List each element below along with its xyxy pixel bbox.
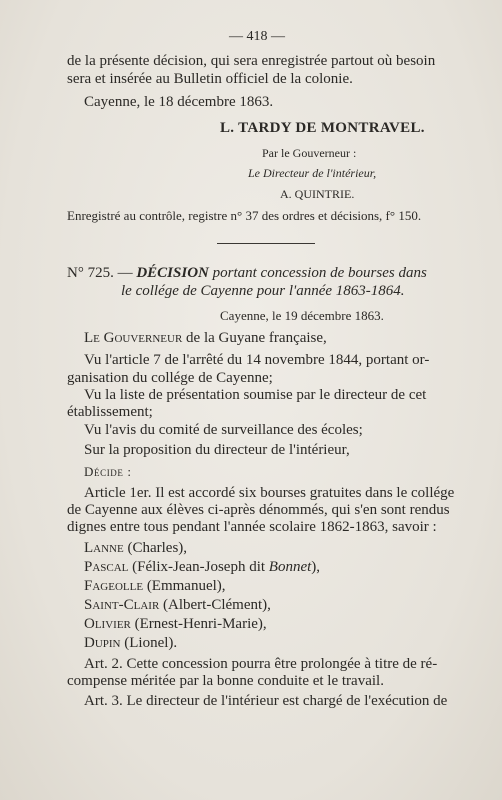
article-1-line: dignes entre tous pendant l'année scolaire 1862-1863, savoir : bbox=[67, 519, 437, 535]
issuer-rest: de la Guyane française, bbox=[186, 330, 327, 346]
student-surname: Lanne bbox=[84, 540, 124, 556]
student-entry bbox=[84, 617, 267, 632]
article-1-line bbox=[84, 486, 454, 501]
paragraph-line: sera et insérée au Bulletin officiel de la colonie. bbox=[67, 71, 353, 87]
proposal-line: Sur la proposition du directeur de l'intérieur, bbox=[84, 442, 350, 458]
student-entry bbox=[84, 636, 177, 651]
article-3-line: Art. 3. Le directeur de l'intérieur est chargé de l'exécution de bbox=[84, 693, 448, 709]
student-given: (Lionel). bbox=[120, 635, 178, 651]
student-given: (Félix-Jean-Joseph dit bbox=[128, 559, 269, 575]
decision-dash: — bbox=[117, 265, 133, 281]
decision-heading bbox=[67, 266, 427, 281]
student-alias: Bonnet bbox=[268, 559, 312, 575]
place-date: Cayenne, le 18 décembre 1863. bbox=[84, 94, 274, 110]
considering-line: ganisation du collége de Cayenne; bbox=[67, 370, 273, 386]
student-given: (Ernest-Henri-Marie), bbox=[130, 616, 267, 632]
student-given: (Charles), bbox=[123, 540, 188, 556]
student-given: (Albert-Clément), bbox=[159, 597, 271, 613]
decision-number: N° 725. bbox=[67, 265, 114, 281]
considering-line: Vu la liste de présentation soumise par le directeur de cet bbox=[84, 387, 427, 403]
student-surname: Dupin bbox=[84, 635, 121, 651]
article-1-line: de Cayenne aux élèves ci-après dénommés, qui s'en sont rendus bbox=[67, 502, 450, 518]
student-entry bbox=[84, 579, 226, 594]
article-2-line: Art. 2. Cette concession pourra être prolongée à titre de ré- bbox=[84, 656, 438, 672]
student-surname: Fageolle bbox=[84, 578, 144, 594]
article-1-label: Article 1er. bbox=[84, 485, 152, 501]
directeur-name: A. QUINTRIE. bbox=[280, 187, 355, 201]
par-le-gouverneur: Par le Gouverneur : bbox=[262, 146, 357, 160]
decision-place-date: Cayenne, le 19 décembre 1863. bbox=[220, 308, 384, 323]
considering-line: établissement; bbox=[67, 404, 153, 420]
paragraph-line: de la présente décision, qui sera enregistrée partout où besoin bbox=[67, 53, 436, 69]
student-given: (Emmanuel), bbox=[143, 578, 226, 594]
directeur-title: Le Directeur de l'intérieur, bbox=[248, 166, 377, 180]
decision-title-line2: le collége de Cayenne pour l'année 1863-1864. bbox=[121, 283, 405, 299]
issuer-line bbox=[84, 331, 327, 346]
registration-note: Enregistré au contrôle, registre n° 37 des ordres et décisions, f° 150. bbox=[67, 208, 422, 223]
student-surname: Saint-Clair bbox=[84, 597, 160, 613]
student-entry bbox=[84, 560, 320, 575]
article-1-text: Il est accordé six bourses gratuites dans le collége bbox=[155, 485, 455, 501]
student-surname: Olivier bbox=[84, 616, 131, 632]
student-entry bbox=[84, 541, 187, 556]
decision-title: portant concession de bourses dans bbox=[212, 265, 427, 281]
considering-line: Vu l'avis du comité de surveillance des écoles; bbox=[84, 422, 363, 438]
decision-word: DÉCISION bbox=[136, 265, 209, 281]
decide-heading: Décide : bbox=[84, 464, 132, 479]
governor-signature: L. TARDY DE MONTRAVEL. bbox=[220, 120, 425, 136]
issuer-title: Le Gouverneur bbox=[84, 330, 183, 346]
article-2-line: compense méritée par la bonne conduite et le travail. bbox=[67, 673, 384, 689]
section-divider bbox=[217, 243, 315, 244]
considering-line: Vu l'article 7 de l'arrêté du 14 novembre 1844, portant or- bbox=[84, 352, 430, 368]
student-entry bbox=[84, 598, 271, 613]
student-tail: ), bbox=[311, 559, 321, 575]
page-number: — 418 — bbox=[229, 29, 285, 44]
student-surname: Pascal bbox=[84, 559, 129, 575]
